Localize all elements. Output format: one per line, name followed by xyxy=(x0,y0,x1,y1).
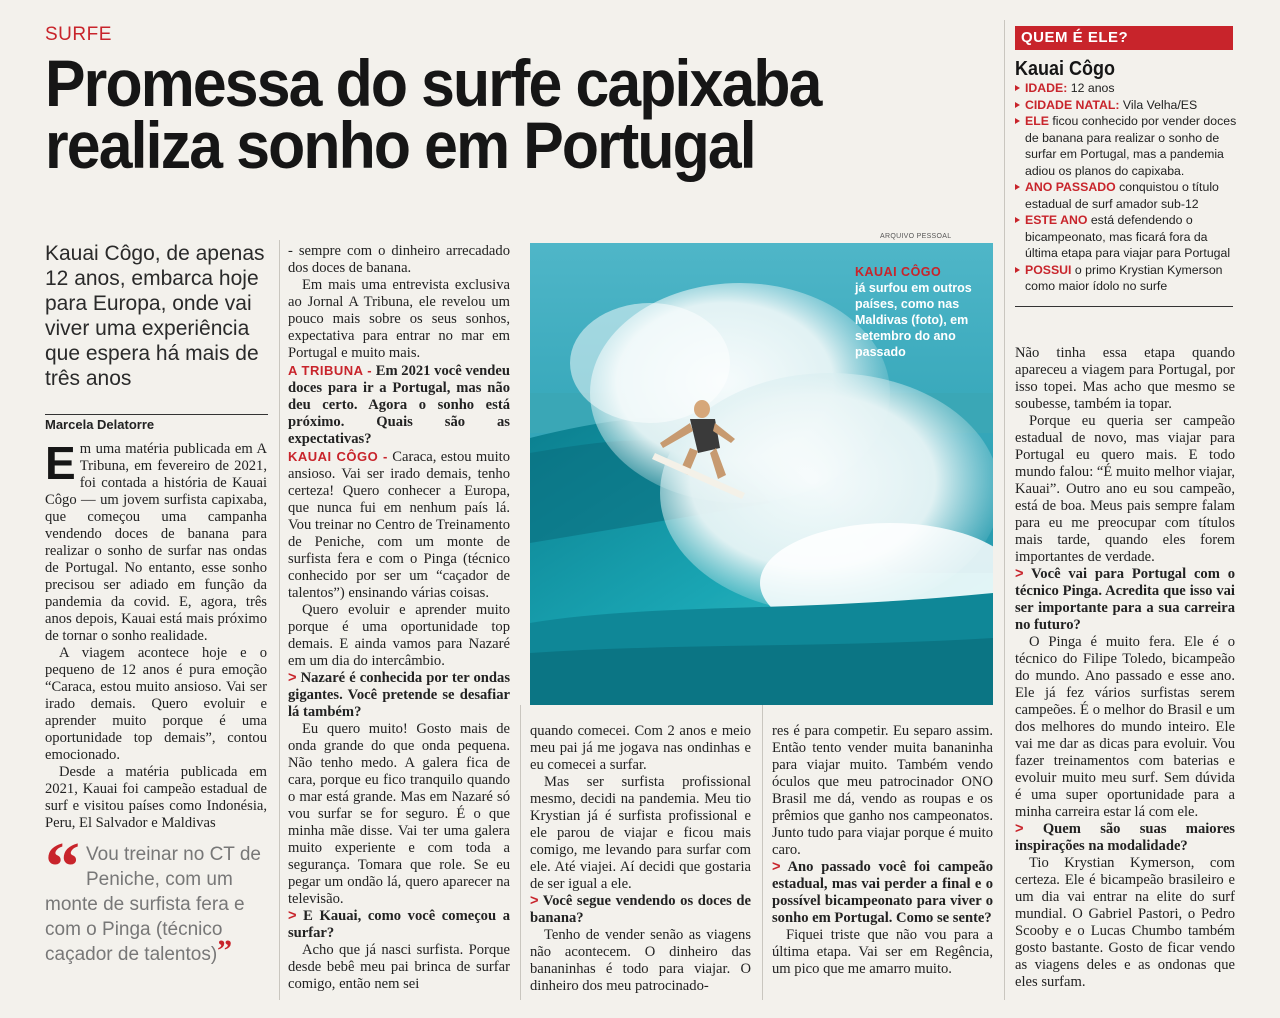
fact-text: ficou conhecido por vender doces de banana para realizar o sonho de surfar em Portugal, mas a pandemia adiou os planos do capixaba. xyxy=(1025,114,1237,178)
paragraph: Em mais uma entrevista exclusiva ao Jornal A Tribuna, ele revelou um pouco mais sobre os seus sonhos, expectativa para entrar no mar em Portugal e muito mais. xyxy=(288,277,510,361)
fact-item xyxy=(1015,262,1237,295)
paragraph: Quero evoluir e aprender muito porque é uma oportunidade top demais. E ainda vamos para Nazaré em um dia do intercâmbio. xyxy=(288,602,510,669)
red-chevron-right-icon: > xyxy=(288,670,297,686)
fact-text: Vila Velha/ES xyxy=(1122,97,1198,112)
speaker-label: A TRIBUNA - xyxy=(288,363,373,378)
close-quote-icon: ” xyxy=(217,934,233,967)
red-chevron-right-icon: > xyxy=(1015,821,1024,837)
sidebar-name: Kauai Côgo xyxy=(1015,58,1116,80)
red-chevron-right-icon: > xyxy=(1015,566,1024,582)
article-column-5 xyxy=(1015,345,1235,991)
interview-answer xyxy=(288,448,510,602)
photo-credit: ARQUIVO PESSOAL xyxy=(880,233,952,240)
red-chevron-right-icon: > xyxy=(288,908,297,924)
question-text: Nazaré é conhecida por ter ondas gigantes. Você pretende se desafiar lá também? xyxy=(288,670,510,720)
fact-item xyxy=(1015,179,1237,212)
question-text: Ano passado você foi campeão estadual, mas vai perder a final e o possível bicampeonato para viver o sonho em Portugal. Como se sente? xyxy=(772,859,993,926)
caption-text: já surfou em outros países, como nas Maldivas (foto), em setembro do ano passado xyxy=(855,281,972,359)
byline: Marcela Delatorre xyxy=(45,414,268,432)
paragraph: Mas ser surfista profissional mesmo, decidi na pandemia. Meu tio Krystian já é surfista profissional e ele parou de viajar e ficou mais comigo, me levando para surfar com ele. Até viajei. Aí decidi que gostaria de ser igual a ele. xyxy=(530,774,751,892)
sidebar-facts xyxy=(1015,80,1237,295)
paragraph: Desde a matéria publicada em 2021, Kauai foi campeão estadual de surf e visitou países como Indonésia, Peru, El Salvador e Maldivas xyxy=(45,764,267,831)
fact-item xyxy=(1015,80,1237,97)
article-column-1 xyxy=(45,437,267,832)
question-text: E Kauai, como você começou a surfar? xyxy=(288,908,510,941)
question-text: Em 2021 você vendeu doces para ir a Portugal, mas não deu certo. Agora o sonho está próximo. Quais são as expectativas? xyxy=(288,363,510,447)
drop-cap: E xyxy=(45,437,76,489)
fact-text: o primo Krystian Kymerson como maior ídolo no surfe xyxy=(1025,262,1223,293)
caption-name: KAUAI CÔGO xyxy=(855,265,942,279)
answer-text: Caraca, estou muito ansioso. Vai ser irado demais, tenho certeza! Quero conhecer a Europa, que nunca fui em nenhum país lá. Vou treinar no Centro de Treinamento de Peniche, com um monte de surfista fera e com o Pinga (técnico conhecido por ser um “caçador de talentos”) ensinando várias coisas. xyxy=(288,449,510,601)
fact-item xyxy=(1015,212,1237,262)
paragraph: quando comecei. Com 2 anos e meio meu pai já me jogava nas ondinhas e eu comecei a surfar. xyxy=(530,723,751,773)
fact-key: IDADE: xyxy=(1025,81,1068,95)
fact-key: POSSUI xyxy=(1025,262,1072,277)
column-divider xyxy=(279,240,280,1000)
paragraph: Tenho de vender senão as viagens não acontecem. O dinheiro das bananinhas é todo para viajar. O dinheiro dos meu patrocinado- xyxy=(530,927,751,994)
red-chevron-right-icon: > xyxy=(772,859,781,875)
paragraph: O Pinga é muito fera. Ele é o técnico do Filipe Toledo, bicampeão do mundo. Ano passado e esse ano. Ele já fez vários surfistas serem campeões. É o melhor do Brasil e um dos melhores do mundo inteiro. Ele vai me dar as dicas para evoluir. Vou fazer treinamentos com baterias e evoluir muito meu surf. Sem dúvida é uma super oportunidade para a minha carreira estar lá com ele. xyxy=(1015,634,1235,820)
fact-item xyxy=(1015,97,1237,114)
paragraph: res é para competir. Eu separo assim. Então tento vender muita bananinha para viajar muito. Também vendo óculos que meu patrocinador ONO Brasil me dá, vendo as roupas e os prêmios que ganho nos campeonatos. Junto tudo para viajar porque é muito caro. xyxy=(772,723,993,858)
question-text: Quem são suas maiores inspirações na modalidade? xyxy=(1015,821,1235,854)
paragraph: Tio Krystian Kymerson, com certeza. Ele é bicampeão brasileiro e um dia vai entrar na elite do surf mundial. O Gabriel Pastori, o Pedro Scooby e o Lucas Chumbo também gosto bastante. Gosto de ficar vendo as viagens deles e as ondonas que eles surfam. xyxy=(1015,855,1235,990)
paragraph: - sempre com o dinheiro arrecadado dos doces de banana. xyxy=(288,243,510,276)
fact-text: conquistou o título estadual de surf amador sub-12 xyxy=(1025,180,1219,211)
fact-key: ESTE ANO xyxy=(1025,213,1088,227)
interview-question xyxy=(288,908,510,942)
sidebar-header-text: QUEM É ELE? xyxy=(1021,29,1129,46)
paragraph: Acho que já nasci surfista. Porque desde bebê meu pai brinca de surfar comigo, então nem sei xyxy=(288,942,510,992)
fact-key: ELE xyxy=(1025,114,1049,128)
article-column-3 xyxy=(530,723,751,995)
section-tag: SURFE xyxy=(45,24,112,45)
paragraph: m uma matéria publicada em A Tribuna, em fevereiro de 2021, foi contada a história de Kauai Côgo — um jovem surfista capixaba, que começou uma campanha vendendo doces de banana para realizar o sonho de surfar nas ondas de Portugal. No entanto, esse sonho precisou ser adiado em função da pandemia da covid. E, agora, três anos depois, Kauai está mais próximo de tornar o sonho realidade. xyxy=(45,441,267,644)
pull-quote-text: Vou treinar no CT de Peniche, com um monte de surfista fera e com o Pinga (técnico caçador de talentos) xyxy=(45,844,261,965)
paragraph: Fiquei triste que não vou para a última etapa. Vai ser em Regência, um pico que me amarro muito. xyxy=(772,927,993,977)
column-divider xyxy=(520,705,521,1000)
column-divider xyxy=(762,705,763,1000)
article-column-2 xyxy=(288,243,510,993)
column-divider xyxy=(1004,20,1005,1000)
pull-quote xyxy=(45,829,270,967)
sidebar-header xyxy=(1015,26,1233,50)
interview-question xyxy=(530,893,751,927)
fact-key: ANO PASSADO xyxy=(1025,180,1116,194)
fact-key: CIDADE NATAL: xyxy=(1025,97,1120,112)
question-text: Você segue vendendo os doces de banana? xyxy=(530,893,751,926)
red-chevron-right-icon: > xyxy=(530,893,539,909)
standfirst: Kauai Côgo, de apenas 12 anos, embarca hoje para Europa, onde vai viver uma experiência que espera há mais de três anos xyxy=(45,242,265,390)
fact-item xyxy=(1015,113,1237,179)
fact-text: está defendendo o bicampeonato, mas ficará fora da última etapa para viajar para Portugal xyxy=(1025,213,1231,260)
open-quote-icon: “ xyxy=(45,829,80,906)
article-column-4 xyxy=(772,723,993,978)
paragraph: Eu quero muito! Gosto mais de onda grande do que onda pequena. Não tenho medo. A galera fica de cara, porque eu fico tranquilo quando o mar está grande. Mas em Nazaré só vou surfar se for seguro. É o que minha mãe disse. Vai ter uma galera muito experiente e com toda a segurança. Tomara que role. Se eu pegar um ondão lá, quero aparecer na televisão. xyxy=(288,721,510,907)
paragraph: A viagem acontece hoje e o pequeno de 12 anos é pura emoção “Caraca, estou muito ansioso. Vai ser irado demais. Quero evoluir e aprender muito porque é uma oportunidade top demais”, contou emocionado. xyxy=(45,645,267,763)
interview-question xyxy=(1015,821,1235,855)
paragraph: Porque eu queria ser campeão estadual de novo, mas viajar para Portugal eu quero mais. E todo mundo falou: “É muito melhor viajar, Kauai”. Outro ano eu sou campeão, está de boa. Meus pais sempre falam para eu me preocupar com títulos mais tarde, quando eles forem importantes de verdade. xyxy=(1015,413,1235,565)
question-text: Você vai para Portugal com o técnico Pinga. Acredita que isso vai ser importante para a sua carreira no futuro? xyxy=(1015,566,1235,633)
interview-question xyxy=(288,670,510,721)
speaker-label: KAUAI CÔGO - xyxy=(288,449,388,464)
sidebar-divider xyxy=(1015,306,1233,307)
interview-question xyxy=(288,362,510,448)
headline: Promessa do surfe capixaba realiza sonho em Portugal xyxy=(45,46,821,182)
fact-text: 12 anos xyxy=(1070,81,1115,95)
interview-question xyxy=(772,859,993,927)
interview-question xyxy=(1015,566,1235,634)
paragraph: Não tinha essa etapa quando apareceu a viagem para Portugal, por isso topei. Mas acho que mesmo se soubesse, também ia topar. xyxy=(1015,345,1235,412)
photo-caption xyxy=(855,264,985,360)
